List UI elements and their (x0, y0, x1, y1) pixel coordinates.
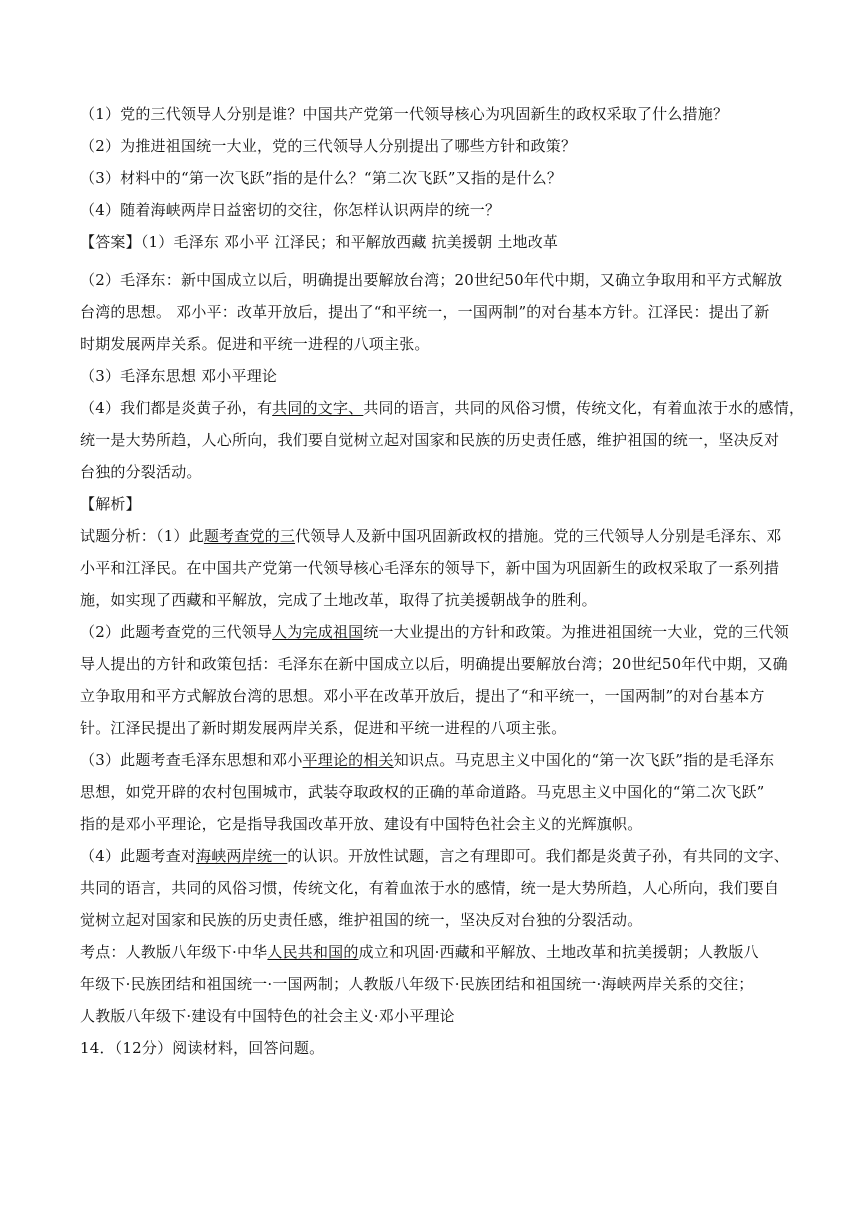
knowledge-line (80, 936, 808, 968)
text-span: 考点：人教版八年级下·中华 (80, 943, 268, 961)
answer-1: （1）毛泽东 邓小平 江泽民；和平解放西藏 抗美援朝 土地改革 (140, 233, 559, 251)
analysis-line: 思想，如党开辟的农村包围城市，武装夺取政权的正确的革命道路。马克思主义中国化的“第二次飞跃” (80, 783, 765, 801)
analysis-line: 施，如实现了西藏和平解放，完成了土地改革，取得了抗美援朝战争的胜利。 (80, 591, 597, 609)
analysis-line (80, 520, 808, 552)
answer-2-line: 时期发展两岸关系。促进和平统一进程的八项主张。 (80, 335, 430, 353)
text-span: 知识点。马克思主义中国化的“第一次飞跃”指的是毛泽东 (393, 751, 775, 769)
knowledge-line: 人教版八年级下·建设有中国特色的社会主义·邓小平理论 (80, 1007, 455, 1025)
text-span: 试题分析：（1）此 (80, 527, 204, 545)
answer-label: 【答案】 (80, 233, 141, 251)
document-page (80, 104, 808, 1064)
next-question: 14．（12分）阅读材料，回答问题。 (80, 1039, 325, 1057)
analysis-line: 小平和江泽民。在中国共产党第一代领导核心毛泽东的领导下，新中国为巩固新生的政权采取了一系列措 (80, 559, 780, 577)
text-span: （2）此题考查党的三代领导 (80, 623, 273, 641)
analysis-line: 导人提出的方针和政策包括：毛泽东在新中国成立以后，明确提出要解放台湾；20世纪50年代中期，又确 (80, 655, 788, 673)
underlined-text: 题考查党的三 (203, 527, 296, 545)
answer-line-1 (80, 232, 808, 252)
answer-2 (80, 264, 808, 360)
analysis-part-3 (80, 744, 808, 840)
answer-4-line: 统一是大势所趋，人心所向，我们要自觉树立起对国家和民族的历史责任感，维护祖国的统一，坚决反对 (80, 431, 780, 449)
analysis-line (80, 744, 808, 776)
underlined-text: 人为完成祖国 (272, 623, 364, 641)
underlined-text: 人民共和国的 (267, 943, 359, 961)
analysis-line (80, 840, 808, 872)
analysis-line: 觉树立起对国家和民族的历史责任感，维护祖国的统一，坚决反对台独的分裂活动。 (80, 911, 643, 929)
underlined-text: 共同的文字、 (272, 399, 364, 417)
analysis-label: 【解析】 (80, 495, 141, 513)
analysis-line (80, 616, 808, 648)
knowledge-line: 年级下·民族团结和祖国统一·一国两制；人教版八年级下·民族团结和祖国统一·海峡两岸关系的交往； (80, 975, 754, 993)
underlined-text: 平理论的相关 (302, 751, 394, 769)
answer-2-line: （2）毛泽东：新中国成立以后，明确提出要解放台湾；20世纪50年代中期，又确立争取用和平方式解放 (80, 271, 783, 289)
text-span: 成立和巩固·西藏和平解放、土地改革和抗美援朝；人教版八 (358, 943, 759, 961)
answer-4-line: 台独的分裂活动。 (80, 463, 202, 481)
answer-4-line (80, 392, 808, 424)
question-2: （2）为推进祖国统一大业，党的三代领导人分别提出了哪些方针和政策？ (80, 137, 577, 155)
text-span: 共同的语言，共同的风俗习惯，传统文化，有着血浓于水的感情， (363, 399, 805, 417)
analysis-line: 立争取用和平方式解放台湾的思想。邓小平在改革开放后，提出了“和平统一，一国两制”的对台基本方 (80, 687, 765, 705)
underlined-text: 海峡两岸统一 (196, 847, 288, 865)
analysis-line: 共同的语言，共同的风俗习惯，传统文化，有着血浓于水的感情，统一是大势所趋，人心所向，我们要自 (80, 879, 780, 897)
analysis-line: 指的是邓小平理论，它是指导我国改革开放、建设有中国特色社会主义的光辉旗帜。 (80, 815, 643, 833)
answer-4 (80, 392, 808, 488)
text-span: 的认识。开放性试题，言之有理即可。我们都是炎黄子孙，有共同的文字、 (287, 847, 789, 865)
text-span: （4）此题考查对 (80, 847, 197, 865)
answer-3: （3）毛泽东思想 邓小平理论 (80, 367, 278, 385)
analysis-part-2 (80, 616, 808, 744)
question-4: （4）随着海峡两岸日益密切的交往，你怎样认识两岸的统一？ (80, 201, 501, 219)
answer-2-line: 台湾的思想。 邓小平：改革开放后，提出了“和平统一，一国两制”的对台基本方针。江泽民：提出了新 (80, 303, 770, 321)
text-span: （4）我们都是炎黄子孙，有 (80, 399, 273, 417)
text-span: （3）此题考查毛泽东思想和邓小 (80, 751, 303, 769)
knowledge-points (80, 936, 808, 1032)
analysis-line: 针。江泽民提出了新时期发展两岸关系，促进和平统一进程的八项主张。 (80, 719, 567, 737)
text-span: 统一大业提出的方针和政策。为推进祖国统一大业，党的三代领 (363, 623, 789, 641)
question-1: （1）党的三代领导人分别是谁？中国共产党第一代领导核心为巩固新生的政权采取了什么措施？ (80, 105, 729, 123)
question-3: （3）材料中的“第一次飞跃”指的是什么？“第二次飞跃”又指的是什么？ (80, 169, 563, 187)
text-span: 代领导人及新中国巩固新政权的措施。党的三代领导人分别是毛泽东、邓 (295, 527, 782, 545)
analysis-part-1 (80, 520, 808, 616)
analysis-part-4 (80, 840, 808, 936)
